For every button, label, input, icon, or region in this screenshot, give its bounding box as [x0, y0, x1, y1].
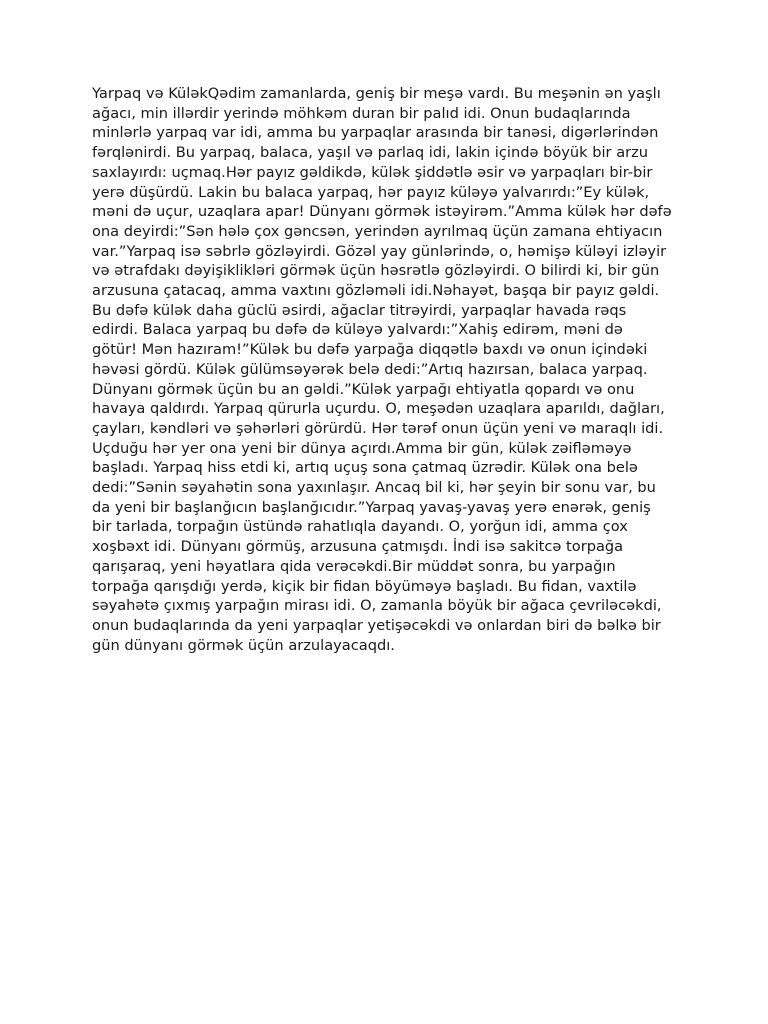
- document-body-text: Yarpaq və KüləkQədim zamanlarda, geniş bir meşə vardı. Bu meşənin ən yaşlı ağacı, min illərdir yerində möhkəm duran bir palıd idi. Onun budaqlarında minlərlə yarpaq var idi, amma bu yarpaqlar arasında bir tanəsi, digərlərindən fərqlənirdi. Bu yarpaq, balaca, yaşıl və parlaq idi, lakin içində böyük bir arzu saxlayırdı: uçmaq.Hər payız gəldikdə, külək şiddətlə əsir və yarpaqları bir-bir yerə düşürdü. Lakin bu balaca yarpaq, hər payız küləyə yalvarırdı:”Ey külək, məni də uçur, uzaqlara apar! Dünyanı görmək istəyirəm.”Amma külək hər dəfə ona deyirdi:”Sən hələ çox gəncsən, yerindən ayrılmaq üçün zamana ehtiyacın var.”Yarpaq isə səbrlə gözləyirdi. Gözəl yay günlərində, o, həmişə küləyi izləyir və ətrafdakı dəyişiklikləri görmək üçün həsrətlə gözləyirdi. O bilirdi ki, bir gün arzusuna çatacaq, amma vaxtını gözləməli idi.Nəhayət, başqa bir payız gəldi. Bu dəfə külək daha güclü əsirdi, ağaclar titrəyirdi, yarpaqlar havada rəqs edirdi. Balaca yarpaq bu dəfə də küləyə yalvardı:”Xahiş edirəm, məni də götür! Mən hazıram!”Külək bu dəfə yarpağa diqqətlə baxdı və onun içindəki həvəsi gördü. Külək gülümsəyərək belə dedi:”Artıq hazırsan, balaca yarpaq. Dünyanı görmək üçün bu an gəldi.”Külək yarpağı ehtiyatla qopardı və onu havaya qaldırdı. Yarpaq qürurla uçurdu. O, meşədən uzaqlara aparıldı, dağları, çayları, kəndləri və şəhərləri görürdü. Hər tərəf onun üçün yeni və maraqlı idi. Uçduğu hər yer ona yeni bir dünya açırdı.Amma bir gün, külək zəifləməyə başladı. Yarpaq hiss etdi ki, artıq uçuş sona çatmaq üzrədir. Külək ona belə dedi:”Sənin səyahətin sona yaxınlaşır. Ancaq bil ki, hər şeyin bir sonu var, bu da yeni bir başlanğıcın başlanğıcıdır.”Yarpaq yavaş-yavaş yerə enərək, geniş bir tarlada, torpağın üstündə rahatlıqla dayandı. O, yorğun idi, amma çox xoşbəxt idi. Dünyanı görmüş, arzusuna çatmışdı. İndi isə sakitcə torpağa qarışaraq, yeni həyatlara qida verəcəkdi.Bir müddət sonra, bu yarpağın torpağa qarışdığı yerdə, kiçik bir fidan böyüməyə başladı. Bu fidan, vaxtilə səyahətə çıxmış yarpağın mirası idi. O, zamanla böyük bir ağaca çevriləcəkdi, onun budaqlarında da yeni yarpaqlar yetişəcəkdi və onlardan biri də bəlkə bir gün dünyanı görmək üçün arzulayacaqdı.: [92, 85, 672, 654]
